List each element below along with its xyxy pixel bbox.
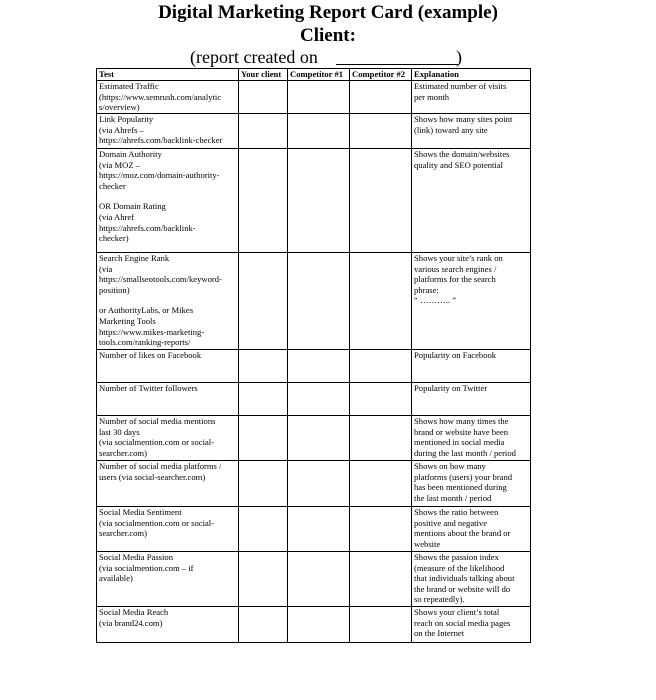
cell-text-line: Shows how many sites point [414, 114, 513, 124]
cell-text-line: (via brand24.com) [99, 617, 163, 628]
cell-text-line: https://ahrefs.com/backlink- [99, 222, 196, 233]
cell-text-line: Link Popularity [99, 114, 154, 124]
competitor-1-cell[interactable] [288, 507, 350, 552]
column-header-explanation: Explanation [412, 69, 531, 81]
cell-text-line: the brand or website will do [414, 583, 511, 594]
test-cell [97, 552, 239, 607]
cell-text-line: s/overview) [99, 102, 140, 113]
cell-text-line: mentioned in social media [414, 437, 505, 448]
cell-text-line: Shows the ratio between [414, 507, 499, 517]
table-row [97, 507, 531, 552]
cell-text-line: Shows your site’s rank on [414, 253, 503, 263]
cell-text-line: reach on social media pages [414, 617, 511, 628]
cell-text-line: on the Internet [414, 628, 465, 639]
cell-text-line: checker) [99, 233, 129, 244]
cell-text-line: (measure of the likelihood [414, 562, 505, 573]
created-suffix: ) [456, 47, 462, 67]
cell-text-line: Shows on how many [414, 461, 486, 471]
your-client-cell[interactable] [239, 507, 288, 552]
explanation-cell [412, 461, 531, 507]
cell-text-line: “ ……….. ” [414, 295, 457, 306]
test-cell [97, 461, 239, 507]
competitor-1-cell[interactable] [288, 253, 350, 350]
table-row [97, 607, 531, 643]
explanation-cell [412, 114, 531, 149]
explanation-cell [412, 607, 531, 643]
your-client-cell[interactable] [239, 350, 288, 383]
created-prefix: (report created on [190, 47, 318, 67]
explanation-cell [412, 253, 531, 350]
column-header-test: Test [97, 69, 239, 81]
cell-text-line: website [414, 538, 441, 549]
cell-text-line: Popularity on Twitter [414, 383, 488, 393]
cell-text-line: https://www.mikes-marketing- [99, 326, 205, 337]
report-created-line [190, 47, 480, 67]
test-cell [97, 114, 239, 149]
cell-text-line: so repeatedly). [414, 594, 465, 605]
competitor-2-cell[interactable] [350, 253, 412, 350]
your-client-cell[interactable] [239, 607, 288, 643]
cell-text-line: Shows the domain/websites [414, 149, 510, 159]
cell-text-line: Popularity on Facebook [414, 350, 497, 360]
client-label: Client: [300, 25, 356, 46]
cell-text-line: (link) toward any site [414, 124, 488, 135]
cell-text-line: has been mentioned during [414, 482, 507, 493]
cell-text-line: OR Domain Rating [99, 201, 166, 212]
cell-text-line: Social Media Sentiment [99, 507, 182, 517]
report-title: Digital Marketing Report Card (example) [158, 2, 498, 23]
cell-text-line: Number of likes on Facebook [99, 350, 202, 360]
competitor-1-cell[interactable] [288, 607, 350, 643]
table-header-row [97, 69, 531, 81]
your-client-cell[interactable] [239, 552, 288, 607]
cell-spacer [99, 295, 236, 305]
table-row [97, 383, 531, 416]
table-row [97, 114, 531, 149]
competitor-1-cell[interactable] [288, 461, 350, 507]
cell-text-line: Social Media Reach [99, 607, 169, 617]
cell-text-line: platforms (users) your brand [414, 471, 513, 482]
explanation-cell [412, 81, 531, 114]
cell-text-line: Number of Twitter followers [99, 383, 198, 393]
table-row [97, 350, 531, 383]
test-cell [97, 149, 239, 253]
column-header-your-client: Your client [239, 69, 288, 81]
competitor-1-cell[interactable] [288, 416, 350, 461]
competitor-2-cell[interactable] [350, 350, 412, 383]
cell-text-line: (via MOZ – [99, 159, 141, 170]
competitor-2-cell[interactable] [350, 81, 412, 114]
competitor-2-cell[interactable] [350, 114, 412, 149]
cell-text-line: Number of social media mentions [99, 416, 216, 426]
competitor-2-cell[interactable] [350, 552, 412, 607]
explanation-cell [412, 507, 531, 552]
test-cell [97, 507, 239, 552]
column-header-competitor-2: Competitor #2 [350, 69, 412, 81]
cell-text-line: searcher.com) [99, 447, 147, 458]
cell-text-line: mentions about the brand or [414, 528, 511, 539]
your-client-cell[interactable] [239, 114, 288, 149]
cell-text-line: phrase: [414, 284, 439, 295]
cell-text-line: positive and negative [414, 517, 488, 528]
cell-text-line: Estimated Traffic [99, 81, 159, 91]
cell-spacer [99, 191, 236, 201]
cell-text-line: (via socialmention.com or social- [99, 517, 215, 528]
table-row [97, 149, 531, 253]
cell-text-line: Shows your client’s total [414, 607, 500, 617]
cell-text-line: searcher.com) [99, 528, 147, 539]
competitor-2-cell[interactable] [350, 149, 412, 253]
your-client-cell[interactable] [239, 416, 288, 461]
test-cell [97, 607, 239, 643]
cell-text-line: Social Media Passion [99, 552, 173, 562]
column-header-competitor-1: Competitor #1 [288, 69, 350, 81]
your-client-cell[interactable] [239, 383, 288, 416]
explanation-cell [412, 552, 531, 607]
cell-text-line: available) [99, 573, 133, 584]
cell-text-line: that individuals talking about [414, 573, 515, 584]
test-cell [97, 416, 239, 461]
explanation-cell [412, 350, 531, 383]
test-cell [97, 81, 239, 114]
competitor-1-cell[interactable] [288, 149, 350, 253]
cell-text-line: position) [99, 284, 130, 295]
competitor-1-cell[interactable] [288, 81, 350, 114]
table-row [97, 416, 531, 461]
report-card-table [96, 68, 531, 643]
cell-text-line: https://smallseotools.com/keyword- [99, 274, 222, 285]
created-date-blank[interactable] [336, 64, 458, 65]
your-client-cell[interactable] [239, 81, 288, 114]
cell-text-line: Shows how many times the [414, 416, 509, 426]
cell-text-line: last 30 days [99, 426, 140, 437]
competitor-1-cell[interactable] [288, 114, 350, 149]
cell-text-line: during the last month / period [414, 447, 516, 458]
your-client-cell[interactable] [239, 461, 288, 507]
competitor-2-cell[interactable] [350, 507, 412, 552]
cell-text-line: tools.com/ranking-reports/ [99, 337, 191, 348]
table-row [97, 81, 531, 114]
cell-text-line: various search engines / [414, 263, 497, 274]
table-row [97, 461, 531, 507]
cell-text-line: per month [414, 91, 450, 102]
cell-text-line: Number of social media platforms / [99, 461, 222, 471]
explanation-cell [412, 149, 531, 253]
your-client-cell[interactable] [239, 253, 288, 350]
cell-text-line: https://ahrefs.com/backlink-checker [99, 135, 223, 146]
cell-text-line: or AuthorityLabs, or Mikes [99, 305, 194, 316]
cell-text-line: brand or website have been [414, 426, 509, 437]
cell-text-line: users (via social-searcher.com) [99, 471, 206, 482]
cell-text-line: platforms for the search [414, 274, 496, 285]
test-cell [97, 253, 239, 350]
cell-text-line: (via [99, 263, 113, 274]
cell-text-line: (via Ahrefs – [99, 124, 144, 135]
competitor-1-cell[interactable] [288, 350, 350, 383]
cell-text-line: (via Ahref [99, 211, 135, 222]
cell-text-line: (via socialmention.com or social- [99, 437, 215, 448]
cell-text-line: (https://www.semrush.com/analytic [99, 91, 222, 102]
cell-text-line: the last month / period [414, 492, 492, 503]
test-cell [97, 383, 239, 416]
explanation-cell [412, 416, 531, 461]
cell-text-line: Shows the passion index [414, 552, 499, 562]
cell-text-line: Estimated number of visits [414, 81, 507, 91]
explanation-cell [412, 383, 531, 416]
cell-text-line: checker [99, 180, 126, 191]
table-row [97, 253, 531, 350]
competitor-1-cell[interactable] [288, 552, 350, 607]
test-cell [97, 350, 239, 383]
cell-text-line: (via socialmention.com – if [99, 562, 194, 573]
cell-text-line: Domain Authority [99, 149, 162, 159]
cell-text-line: https://moz.com/domain-authority- [99, 170, 220, 181]
competitor-2-cell[interactable] [350, 416, 412, 461]
cell-text-line: quality and SEO potential [414, 159, 504, 170]
competitor-2-cell[interactable] [350, 461, 412, 507]
competitor-2-cell[interactable] [350, 383, 412, 416]
cell-text-line: Search Engine Rank [99, 253, 170, 263]
cell-text-line: Marketing Tools [99, 315, 156, 326]
competitor-1-cell[interactable] [288, 383, 350, 416]
table-row [97, 552, 531, 607]
competitor-2-cell[interactable] [350, 607, 412, 643]
your-client-cell[interactable] [239, 149, 288, 253]
